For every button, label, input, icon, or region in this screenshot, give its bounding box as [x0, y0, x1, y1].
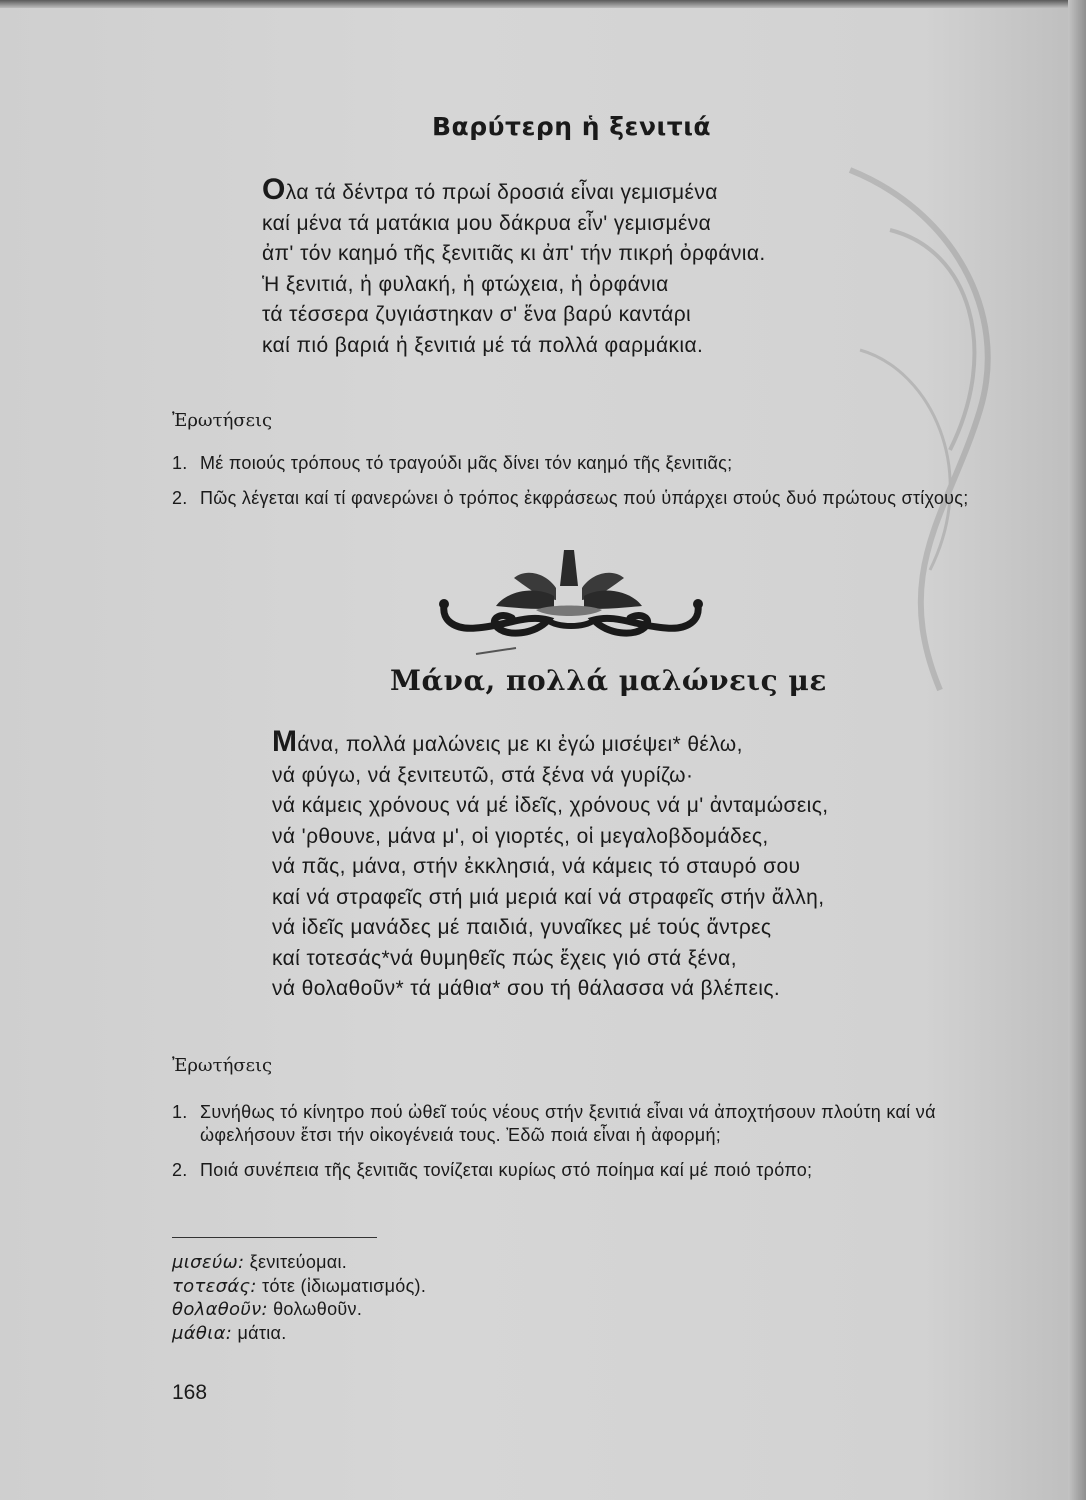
- footnotes: [172, 1251, 426, 1345]
- footnote: [172, 1322, 426, 1346]
- poem-line: καί νά στραφεῖς στή μιά μεριά καί νά στραφεῖς στήν ἄλλη,: [272, 885, 825, 909]
- footnote-term: μάθια:: [172, 1322, 233, 1344]
- footnote-divider: [172, 1237, 377, 1238]
- questions-list: [172, 452, 992, 522]
- footnote: [172, 1298, 426, 1322]
- question-text: Πῶς λέγεται καί τί φανερώνει ὁ τρόπος ἐκφράσεως πού ὑπάρχει στούς δυό πρώτους στίχους;: [200, 488, 969, 508]
- poem-line: Ἡ ξενιτιά, ἡ φυλακή, ἡ φτώχεια, ἡ ὀρφάνια: [262, 272, 669, 296]
- questions-list: [172, 1101, 992, 1194]
- question-text: Ποιά συνέπεια τῆς ξενιτιᾶς τονίζεται κυρίως στό ποίημα καί μέ ποιό τρόπο;: [200, 1160, 813, 1180]
- poem-line: νά ἰδεῖς μανάδες μέ παιδιά, γυναῖκες μέ τούς ἄντρες: [272, 916, 772, 939]
- poem-line: [262, 175, 766, 209]
- questions-heading: Ἐρωτήσεις: [172, 410, 273, 431]
- page-number: 168: [172, 1381, 208, 1404]
- question-item: [172, 452, 992, 475]
- poem-title-mana-polla-malwneis-me: Μάνα, πολλά μαλώνεις με: [390, 664, 827, 697]
- poem-line: καί πιό βαριά ἡ ξενιτιά μέ τά πολλά φαρμάκια.: [262, 333, 704, 357]
- poem-line: καί μένα τά ματάκια μου δάκρυα εἶν' γεμισμένα: [262, 211, 712, 235]
- footnote-term: μισεύω:: [172, 1252, 245, 1273]
- poem-line: [272, 727, 828, 761]
- poem-line: νά θολαθοῦν* τά μάθια* σου τή θάλασσα νά βλέπεις.: [272, 977, 781, 1000]
- poem-mana-polla-malwneis-me: [272, 727, 828, 1005]
- footnote-definition: τότε (ἰδιωματισμός).: [262, 1275, 427, 1296]
- poem-line: νά πᾶς, μάνα, στήν ἐκκλησιά, νά κάμεις τό σταυρό σου: [272, 855, 801, 878]
- question-item: [172, 487, 992, 510]
- poem-line: νά 'ρθουνε, μάνα μ', οἱ γιορτές, οἱ μεγαλοβδομάδες,: [272, 824, 769, 848]
- question-item: [172, 1101, 992, 1147]
- page-binding-edge: [1068, 0, 1086, 1500]
- question-item: [172, 1159, 992, 1182]
- questions-heading: Ἐρωτήσεις: [172, 1055, 273, 1076]
- poem-line: ἀπ' τόν καημό τῆς ξενιτιᾶς κι ἀπ' τήν πικρή ὀρφάνια.: [262, 242, 766, 265]
- question-number: 1.: [172, 1102, 188, 1122]
- poem-line: τά τέσσερα ζυγιάστηκαν σ' ἕνα βαρύ καντάρι: [262, 303, 692, 326]
- question-number: 2.: [172, 488, 188, 508]
- poem-line-text: άνα, πολλά μαλώνεις με κι ἐγώ μισέψει* θέλω,: [297, 733, 743, 756]
- floral-ornament-icon: [436, 548, 706, 658]
- footnote-definition: θολωθοῦν.: [273, 1299, 363, 1319]
- drop-cap: Ο: [262, 173, 286, 206]
- poem-varyteri-xenitia: [262, 175, 766, 361]
- footnote-term: τοτεσάς:: [172, 1275, 257, 1297]
- footnote-definition: μάτια.: [237, 1322, 287, 1343]
- page-top-edge: [0, 0, 1086, 8]
- footnote: [172, 1275, 426, 1299]
- footnote-term: θολαθοῦν:: [172, 1299, 268, 1320]
- poem-line: καί τοτεσάς*νά θυμηθεῖς πώς ἔχεις γιό στά ξένα,: [272, 946, 737, 970]
- question-number: 2.: [172, 1160, 188, 1180]
- poem-line: νά φύγω, νά ξενιτευτῶ, στά ξένα νά γυρίζω·: [272, 763, 694, 787]
- poem-line-text: λα τά δέντρα τό πρωί δροσιά εἶναι γεμισμένα: [285, 181, 718, 204]
- bleed-through-decoration: [830, 150, 1030, 710]
- drop-cap: Μ: [272, 725, 298, 758]
- poem-title-varyteri-xenitia: Βαρύτερη ἡ ξενιτιά: [432, 112, 712, 141]
- question-number: 1.: [172, 453, 188, 473]
- question-text: Μέ ποιούς τρόπους τό τραγούδι μᾶς δίνει τόν καημό τῆς ξενιτιᾶς;: [200, 453, 733, 473]
- footnote: [172, 1251, 426, 1275]
- question-text: Συνήθως τό κίνητρο πού ὠθεῖ τούς νέους στήν ξενιτιά εἶναι νά ἀποχτήσουν πλούτη καί νά ὠφελήσουν ἔτσι τήν οἰκογένειά τους. Ἐδῶ ποιά εἶναι ἡ ἀφορμή;: [200, 1102, 936, 1145]
- footnote-definition: ξενιτεύομαι.: [249, 1252, 348, 1272]
- poem-line: νά κάμεις χρόνους νά μέ ἰδεῖς, χρόνους νά μ' ἀνταμώσεις,: [272, 794, 829, 817]
